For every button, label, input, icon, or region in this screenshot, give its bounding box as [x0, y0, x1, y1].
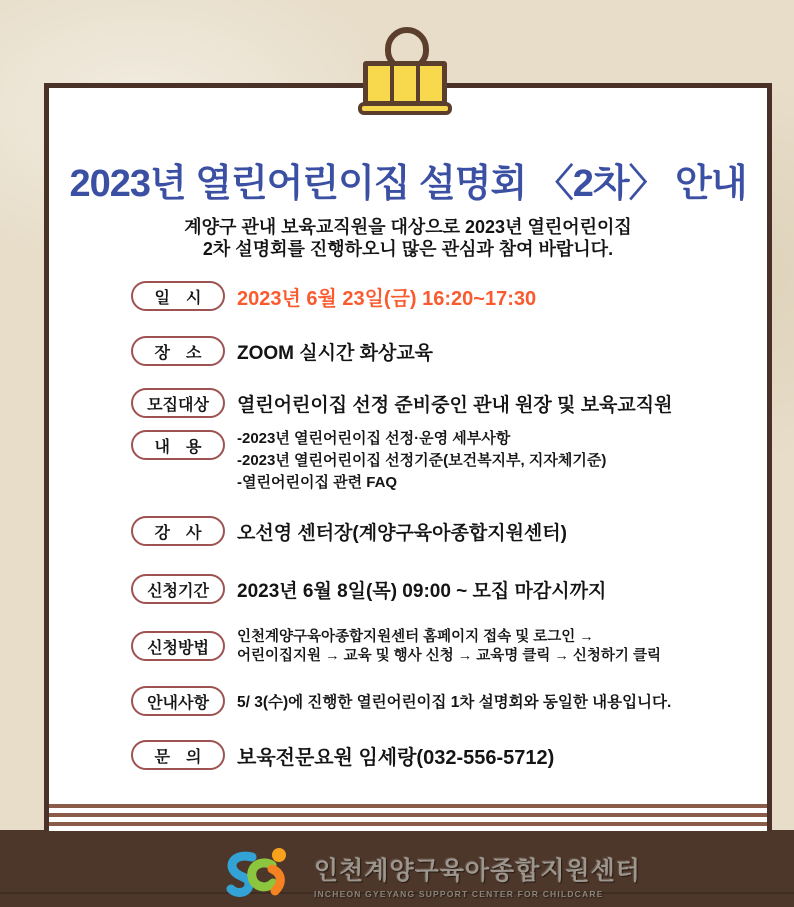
contents-line-2: -2023년 열린어린이집 선정기준(보건복지부, 지자체기준) — [237, 452, 607, 469]
info-row-contact — [131, 740, 554, 770]
org-name-english: INCHEON GYEYANG SUPPORT CENTER FOR CHILDCARE — [314, 889, 604, 899]
info-row-apply-method — [131, 629, 661, 666]
page-title: 2023년 열린어린이집 설명회 〈2차〉 안내 — [69, 163, 747, 205]
subtitle-line-1: 계양구 관내 보육교직원을 대상으로 2023년 열린어린이집 — [184, 217, 632, 237]
row-value-lecturer: 오선영 센터장(계양구육아종합지원센터) — [237, 522, 567, 544]
binder-clip-icon — [363, 61, 447, 106]
row-value-datetime: 2023년 6월 23일(금) 16:20~17:30 — [237, 287, 537, 310]
org-name-korean: 인천계양구육아종합지원센터 — [314, 857, 641, 885]
info-row-target — [131, 388, 672, 418]
label-pill-place: 장 소 — [131, 336, 225, 366]
row-value-place: ZOOM 실시간 화상교육 — [237, 342, 434, 364]
label-pill-contents: 내 용 — [131, 430, 225, 460]
page-subtitle — [49, 216, 767, 260]
label-pill-notice: 안내사항 — [131, 686, 225, 716]
apply-method-line-1: 인천계양구육아종합지원센터 홈페이지 접속 및 로그인 → — [237, 629, 594, 645]
binder-clip-base — [358, 102, 452, 115]
label-pill-apply-method: 신청방법 — [131, 631, 225, 661]
row-value-apply-method — [237, 628, 661, 666]
paper-stack-stripes — [49, 804, 767, 831]
label-pill-lecturer: 강 사 — [131, 516, 225, 546]
row-value-notice: 5/ 3(수)에 진행한 열린어린이집 1차 설명회와 동일한 내용입니다. — [237, 694, 672, 711]
sci-childcare-logo-icon — [222, 845, 304, 901]
org-logo — [222, 845, 641, 901]
info-row-place — [131, 336, 433, 366]
contents-line-3: -열린어린이집 관련 FAQ — [237, 474, 398, 491]
info-row-apply-period — [131, 574, 606, 604]
apply-method-line-2: 어린이집지원 → 교육 및 행사 신청 → 교육명 클릭 → 신청하기 클릭 — [237, 648, 661, 664]
info-row-notice — [131, 686, 671, 716]
label-pill-target: 모집대상 — [131, 388, 225, 418]
info-row-datetime — [131, 281, 536, 311]
label-pill-datetime: 일 시 — [131, 281, 225, 311]
info-row-lecturer — [131, 516, 567, 546]
row-value-target: 열린어린이집 선정 준비중인 관내 원장 및 보육교직원 — [237, 394, 673, 416]
subtitle-line-2: 2차 설명회를 진행하오니 많은 관심과 참여 바랍니다. — [202, 239, 614, 259]
info-row-contents — [131, 428, 606, 494]
label-pill-apply-period: 신청기간 — [131, 574, 225, 604]
announcement-card — [44, 83, 772, 831]
label-pill-contact: 문 의 — [131, 740, 225, 770]
org-logo-text — [314, 851, 641, 899]
row-value-contents — [237, 428, 606, 494]
row-value-apply-period: 2023년 6월 8일(목) 09:00 ~ 모집 마감시까지 — [237, 580, 607, 602]
row-value-contact: 보육전문요원 임세랑(032-556-5712) — [237, 746, 555, 769]
contents-line-1: -2023년 열린어린이집 선정·운영 세부사항 — [237, 430, 511, 447]
